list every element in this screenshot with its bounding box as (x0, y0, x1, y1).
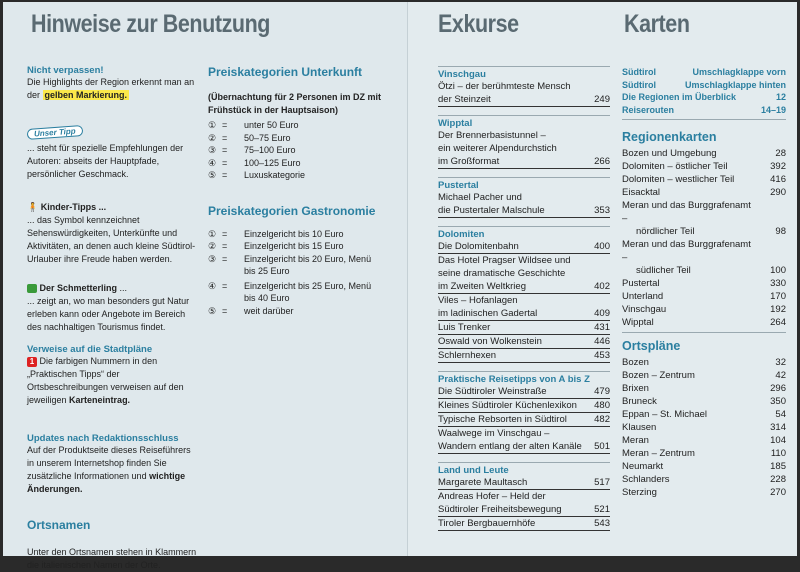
regionenkarte-entry[interactable] (622, 264, 786, 277)
exkurs-entry-page: 479 (594, 386, 610, 397)
ortsplan-entry-page: 350 (770, 396, 786, 407)
ortsplan-entry-page: 314 (770, 422, 786, 433)
ortsplan-entry[interactable] (622, 434, 786, 447)
ortsplan-entry-title: Klausen (622, 422, 657, 433)
regionenkarte-entry-page (756, 238, 786, 264)
ortsplaene-heading: Ortspläne (622, 339, 681, 353)
exkurs-entry-page: 446 (594, 336, 610, 347)
stadtplaene-heading: Verweise auf die Stadtpläne (27, 344, 153, 355)
ortsplan-entry-title: Bozen – Zentrum (622, 370, 695, 381)
butterfly-icon (27, 284, 37, 293)
exkurs-entry-title: Ötzi – der berühmteste Mensch (438, 81, 571, 92)
ortsplan-entry-page: 42 (775, 370, 786, 381)
exkurs-entry-title: im Großformat (438, 156, 500, 167)
exkurs-entry (438, 129, 610, 142)
exkurs-entry-title: Südtiroler Freiheitsbewegung (438, 504, 562, 515)
usage-column (27, 65, 197, 572)
regionenkarte-entry[interactable] (622, 147, 786, 160)
exkurs-entry-page: 353 (594, 205, 610, 216)
regionenkarte-entry-page: 100 (770, 265, 786, 276)
highlight-example: gelben Markierung. (44, 90, 128, 100)
exkurs-section (438, 462, 610, 531)
exkurs-entry-title: ein weiterer Alpendurchstich (438, 143, 557, 154)
regionenkarte-entry-page: 28 (775, 148, 786, 159)
karte-overview-entry-page: 14–19 (760, 104, 786, 115)
preis-gastro-list (208, 228, 383, 318)
price-row: ② = 50–75 Euro (208, 132, 291, 143)
regionenkarte-entry-page: 392 (770, 161, 786, 172)
kinder-tipps-text: ... das Symbol kennzeichnet Sehenswürdigkeiten, Unterkünfte und Aktivitäten, an denen auch kleine Südtirol-Urlauber ihre Freude haben werden. (27, 215, 196, 264)
regionenkarte-entry-title: Dolomiten – östlicher Teil (622, 161, 728, 172)
exkurs-entry-title: der Steinzeit (438, 94, 491, 105)
exkurs-entry-title: Michael Pacher und (438, 192, 522, 203)
regionenkarte-entry-title: Bozen und Umgebung (622, 148, 717, 159)
schmetterling-block (27, 282, 197, 334)
regionenkarte-entry[interactable] (622, 225, 786, 238)
ortsnamen-block (27, 518, 197, 572)
ortsplan-entry-title: Meran – Zentrum (622, 448, 695, 459)
exkurs-entry-page (586, 267, 610, 280)
unser-tipp-text: ... steht für spezielle Empfehlungen der Autoren: abseits der Hauptpfade, persönlicher Geschmack. (27, 143, 184, 179)
exkurs-entry-title: im Zweiten Weltkrieg (438, 281, 526, 292)
exkurs-entry-title: Die Dolomitenbahn (438, 241, 519, 252)
exkurs-entry-title: Wandern entlang der alten Kanäle (438, 441, 582, 452)
exkurs-section-heading: Wipptal (438, 118, 473, 129)
karte-overview-entry-page: 12 (775, 92, 786, 102)
exkurs-section (438, 226, 610, 363)
exkurs-entry[interactable] (438, 321, 610, 335)
exkurs-entry-page (586, 129, 610, 142)
regionenkarten-heading: Regionenkarten (622, 130, 717, 144)
kinder-tipps-block (27, 201, 197, 266)
exkurs-section-heading: Vinschgau (438, 69, 486, 80)
regionenkarte-entry-title: Wipptal (622, 317, 654, 328)
exkurs-entry-page (586, 254, 610, 267)
ortsplan-entry-title: Meran (622, 435, 649, 446)
ortsplan-entry[interactable] (622, 460, 786, 473)
exkurs-entry[interactable] (438, 240, 610, 254)
page-title: Hinweise zur Benutzung (31, 10, 270, 38)
exkurs-entry[interactable] (438, 204, 610, 218)
karte-overview-entry-page: Umschlagklappe vorn (692, 67, 786, 77)
regionenkarte-entry-title: Meran und das Burggrafenamt – (622, 200, 751, 224)
price-row: ⑤ = weit darüber (208, 305, 294, 316)
price-row: ③ = 75–100 Euro (208, 145, 296, 155)
exkurs-entry-page: 517 (594, 477, 610, 488)
regionenkarte-entry[interactable] (622, 173, 786, 186)
ortsplan-entry[interactable] (622, 473, 786, 486)
book-spread (3, 2, 797, 570)
ortsplan-entry-title: Sterzing (622, 487, 657, 498)
regionenkarte-entry[interactable] (622, 277, 786, 290)
exkurs-entry-title: Kleines Südtiroler Küchenlexikon (438, 400, 577, 411)
exkurs-entry[interactable] (438, 413, 610, 427)
karte-overview-entry[interactable] (622, 104, 786, 117)
regionenkarte-entry-title: Eisacktal (622, 187, 661, 198)
exkurs-entry-page: 453 (594, 350, 610, 361)
exkurs-entry-page (586, 80, 610, 93)
ortsplan-entry[interactable] (622, 447, 786, 460)
exkurs-entry (438, 80, 610, 93)
price-row: ④ = 100–125 Euro (208, 157, 301, 168)
karte-overview-entry-page: Umschlagklappe hinten (684, 79, 786, 90)
unser-tipp-block (27, 122, 197, 181)
price-row: ④ = Einzelgericht bis 25 Euro, Menü bis 40 Euro (208, 280, 372, 303)
ortsplan-entry-title: Eppan – St. Michael (622, 409, 708, 420)
exkurs-entry-page: 402 (594, 281, 610, 292)
regionenkarte-entry[interactable] (622, 160, 786, 173)
ortsplan-entry[interactable] (622, 382, 786, 395)
exkurs-entry-title: Schlernhexen (438, 350, 497, 361)
regionenkarte-entry-title: südlicher Teil (636, 265, 691, 276)
child-icon: 🧍 (27, 202, 39, 212)
ortsplaene-list (622, 356, 786, 499)
exkurs-entry[interactable] (438, 93, 610, 107)
exkurs-entry[interactable] (438, 440, 610, 454)
exkurs-entry-title: seine dramatische Geschichte (438, 268, 566, 279)
ortsplan-entry[interactable] (622, 395, 786, 408)
karte-overview-entry[interactable] (622, 66, 786, 79)
price-row: ⑤ = Luxuskategorie (208, 170, 306, 180)
exkurs-entry-page: 266 (594, 156, 610, 167)
exkurs-entry-page: 400 (594, 241, 610, 252)
ortsplan-entry-page: 110 (770, 448, 786, 459)
preis-unterkunft-heading: Preiskategorien Unterkunft (208, 65, 363, 79)
stadtplaene-text: 1 Die farbigen Nummern in den „Praktischen Tipps“ der Ortsbeschreibungen verweisen auf den jeweiligen Karteneintrag. (27, 356, 184, 405)
exkurs-entry-title: Waalwege im Vinschgau – (438, 428, 550, 439)
exkurs-entry-page: 543 (594, 518, 610, 529)
ortsnamen-heading: Ortsnamen (27, 518, 91, 532)
ortsplan-entry-page: 185 (770, 461, 786, 472)
nicht-verpassen-heading: Nicht verpassen! (27, 65, 104, 76)
regionenkarten-list (622, 147, 786, 333)
updates-text: Auf der Produktseite dieses Reiseführers in unserem Internetshop finden Sie zusätzliche Informationen und wichtige Änderungen. (27, 445, 191, 494)
ortsplan-entry-page: 32 (775, 357, 786, 368)
ortsplan-entry-page: 104 (770, 435, 786, 446)
karten-overview-list (622, 66, 786, 120)
exkurs-entry[interactable] (438, 280, 610, 294)
exkurs-section-heading: Pustertal (438, 180, 479, 191)
ortsplan-entry-title: Bozen (622, 357, 649, 368)
exkurs-entry-page (586, 427, 610, 440)
regionenkarte-entry-page: 192 (770, 304, 786, 315)
exkurs-entry[interactable] (438, 399, 610, 413)
regionenkarte-entry[interactable] (622, 290, 786, 303)
ortsplan-entry-page: 54 (775, 409, 786, 420)
exkurs-entry-title: Tiroler Bergbauernhöfe (438, 518, 536, 529)
regionenkarte-entry-page: 170 (770, 291, 786, 302)
regionenkarte-entry (622, 199, 786, 225)
karte-overview-entry[interactable] (622, 91, 786, 104)
price-row: ② = Einzelgericht bis 15 Euro (208, 241, 344, 251)
karte-overview-entry-title: Südtirol (622, 67, 656, 77)
schmetterling-heading: Der Schmetterling ... (27, 282, 197, 295)
exkurs-entry (438, 427, 610, 440)
exkurs-entry (438, 191, 610, 204)
karten-column (622, 66, 786, 499)
regionenkarte-entry[interactable] (622, 186, 786, 199)
schmetterling-text: ... zeigt an, wo man besonders gut Natur erleben kann oder Angebote im Bereich des nachhaltigen Tourismus findet. (27, 296, 190, 332)
exkurs-entry-page (586, 191, 610, 204)
unser-tipp-icon: Unser Tipp (27, 125, 83, 140)
regionenkarte-entry-title: Meran und das Burggrafenamt – (622, 239, 751, 263)
regionenkarte-entry-title: Dolomiten – westlicher Teil (622, 174, 735, 185)
map-number-badge: 1 (27, 357, 37, 367)
exkurs-entry-page (586, 142, 610, 155)
karte-overview-entry[interactable] (622, 79, 786, 92)
karten-title: Karten (624, 10, 690, 38)
exkurs-entry-title: die Pustertaler Malschule (438, 205, 545, 216)
exkurs-entry-page: 482 (594, 414, 610, 425)
ortsplan-entry-title: Brixen (622, 383, 649, 394)
ortsplan-entry[interactable] (622, 356, 786, 369)
exkurs-entry-title: Das Hotel Pragser Wildsee und (438, 255, 571, 266)
ortsplan-entry-page: 228 (770, 474, 786, 485)
exkurs-entry[interactable] (438, 335, 610, 349)
regionenkarte-entry-page: 264 (770, 317, 786, 328)
preis-gastro-heading: Preiskategorien Gastronomie (208, 203, 376, 218)
preis-unterkunft-note: (Übernachtung für 2 Personen im DZ mit Frühstück in der Hauptsaison) (208, 92, 382, 115)
exkurs-entry-title: Typische Rebsorten in Südtirol (438, 414, 567, 425)
nicht-verpassen-text: Die Highlights der Region erkennt man an der gelben Markierung. (27, 77, 195, 100)
exkurs-entry[interactable] (438, 155, 610, 169)
exkurs-entry-title: Der Brennerbasistunnel – (438, 130, 546, 141)
ortsplan-entry-title: Bruneck (622, 396, 657, 407)
exkurs-entry-page: 249 (594, 94, 610, 105)
updates-heading: Updates nach Redaktionsschluss (27, 433, 179, 444)
exkurs-entry-title: Viles – Hofanlagen (438, 295, 518, 306)
price-row: ① = unter 50 Euro (208, 120, 299, 130)
regionenkarte-entry-page: 98 (775, 226, 786, 237)
karte-overview-entry-title: Reiserouten (622, 104, 675, 115)
exkurs-entry-title: Luis Trenker (438, 322, 491, 333)
exkurs-entry-page: 480 (594, 400, 610, 411)
exkurs-entry-title: Margarete Maultasch (438, 477, 528, 488)
exkurs-entry-page: 409 (594, 308, 610, 319)
price-row: ① = Einzelgericht bis 10 Euro (208, 228, 344, 239)
ortsnamen-text: Unter den Ortsnamen stehen in Klammern die italienischen Namen der Orte. (27, 547, 197, 570)
exkurs-section (438, 371, 610, 454)
regionenkarte-entry[interactable] (622, 316, 786, 329)
exkurs-section (438, 66, 610, 107)
regionenkarte-entry-title: nördlicher Teil (636, 226, 695, 237)
regionenkarte-entry-title: Vinschgau (622, 304, 667, 315)
stadtplaene-block (27, 344, 197, 407)
ortsplan-entry-page: 296 (770, 383, 786, 394)
regionenkarte-entry-title: Pustertal (622, 278, 660, 289)
exkurs-entry[interactable] (438, 307, 610, 321)
ortsplan-entry[interactable] (622, 486, 786, 499)
right-page (408, 2, 797, 556)
exkurs-entry (438, 267, 610, 280)
exkurse-column (438, 66, 610, 539)
regionenkarte-entry[interactable] (622, 303, 786, 316)
exkurs-entry[interactable] (438, 385, 610, 399)
ortsplan-entry[interactable] (622, 408, 786, 421)
exkurs-section-heading: Dolomiten (438, 229, 485, 240)
exkurs-entry-title: Die Südtiroler Weinstraße (438, 386, 547, 397)
preis-unterkunft-list (208, 119, 383, 182)
price-column (208, 65, 383, 317)
exkurs-entry-title: Andreas Hofer – Held der (438, 491, 546, 502)
exkurs-entry-title: im ladinischen Gadertal (438, 308, 538, 319)
kinder-tipps-heading: 🧍 Kinder-Tipps ... (27, 202, 107, 212)
exkurs-entry-page: 521 (594, 504, 610, 515)
exkurs-entry (438, 294, 610, 307)
exkurse-title: Exkurse (438, 10, 519, 38)
ortsplan-entry-page: 270 (770, 487, 786, 498)
left-page (3, 2, 408, 570)
karte-overview-entry-title: Südtirol (622, 79, 656, 90)
karte-overview-entry-title: Die Regionen im Überblick (622, 92, 737, 102)
exkurs-entry (438, 490, 610, 503)
exkurs-entry-page (586, 294, 610, 307)
regionenkarte-entry-title: Unterland (622, 291, 664, 302)
ortsplan-entry-title: Schlanders (622, 474, 670, 485)
exkurs-entry-page: 431 (594, 322, 610, 333)
regionenkarte-entry-page: 416 (770, 174, 786, 185)
regionenkarte-entry-page: 290 (770, 187, 786, 198)
exkurs-entry[interactable] (438, 476, 610, 490)
exkurs-entry-title: Oswald von Wolkenstein (438, 336, 542, 347)
exkurs-entry (438, 142, 610, 155)
exkurs-section (438, 177, 610, 218)
exkurs-entry[interactable] (438, 517, 610, 531)
exkurs-section (438, 115, 610, 169)
exkurs-section-heading: Praktische Reisetipps von A bis Z (438, 374, 590, 385)
ortsplan-entry-title: Neumarkt (622, 461, 664, 472)
exkurs-entry[interactable] (438, 349, 610, 363)
regionenkarte-entry-page (756, 199, 786, 225)
exkurs-entry-page: 501 (594, 441, 610, 452)
price-row: ③ = Einzelgericht bis 20 Euro, Menü bis 25 Euro (208, 253, 372, 276)
exkurs-entry[interactable] (438, 503, 610, 517)
updates-block (27, 433, 197, 496)
exkurs-section-heading: Land und Leute (438, 465, 509, 476)
regionenkarte-entry-page: 330 (770, 278, 786, 289)
regionenkarte-entry (622, 238, 786, 264)
exkurs-entry (438, 254, 610, 267)
ortsplan-entry[interactable] (622, 421, 786, 434)
ortsplan-entry[interactable] (622, 369, 786, 382)
exkurs-entry-page (586, 490, 610, 503)
